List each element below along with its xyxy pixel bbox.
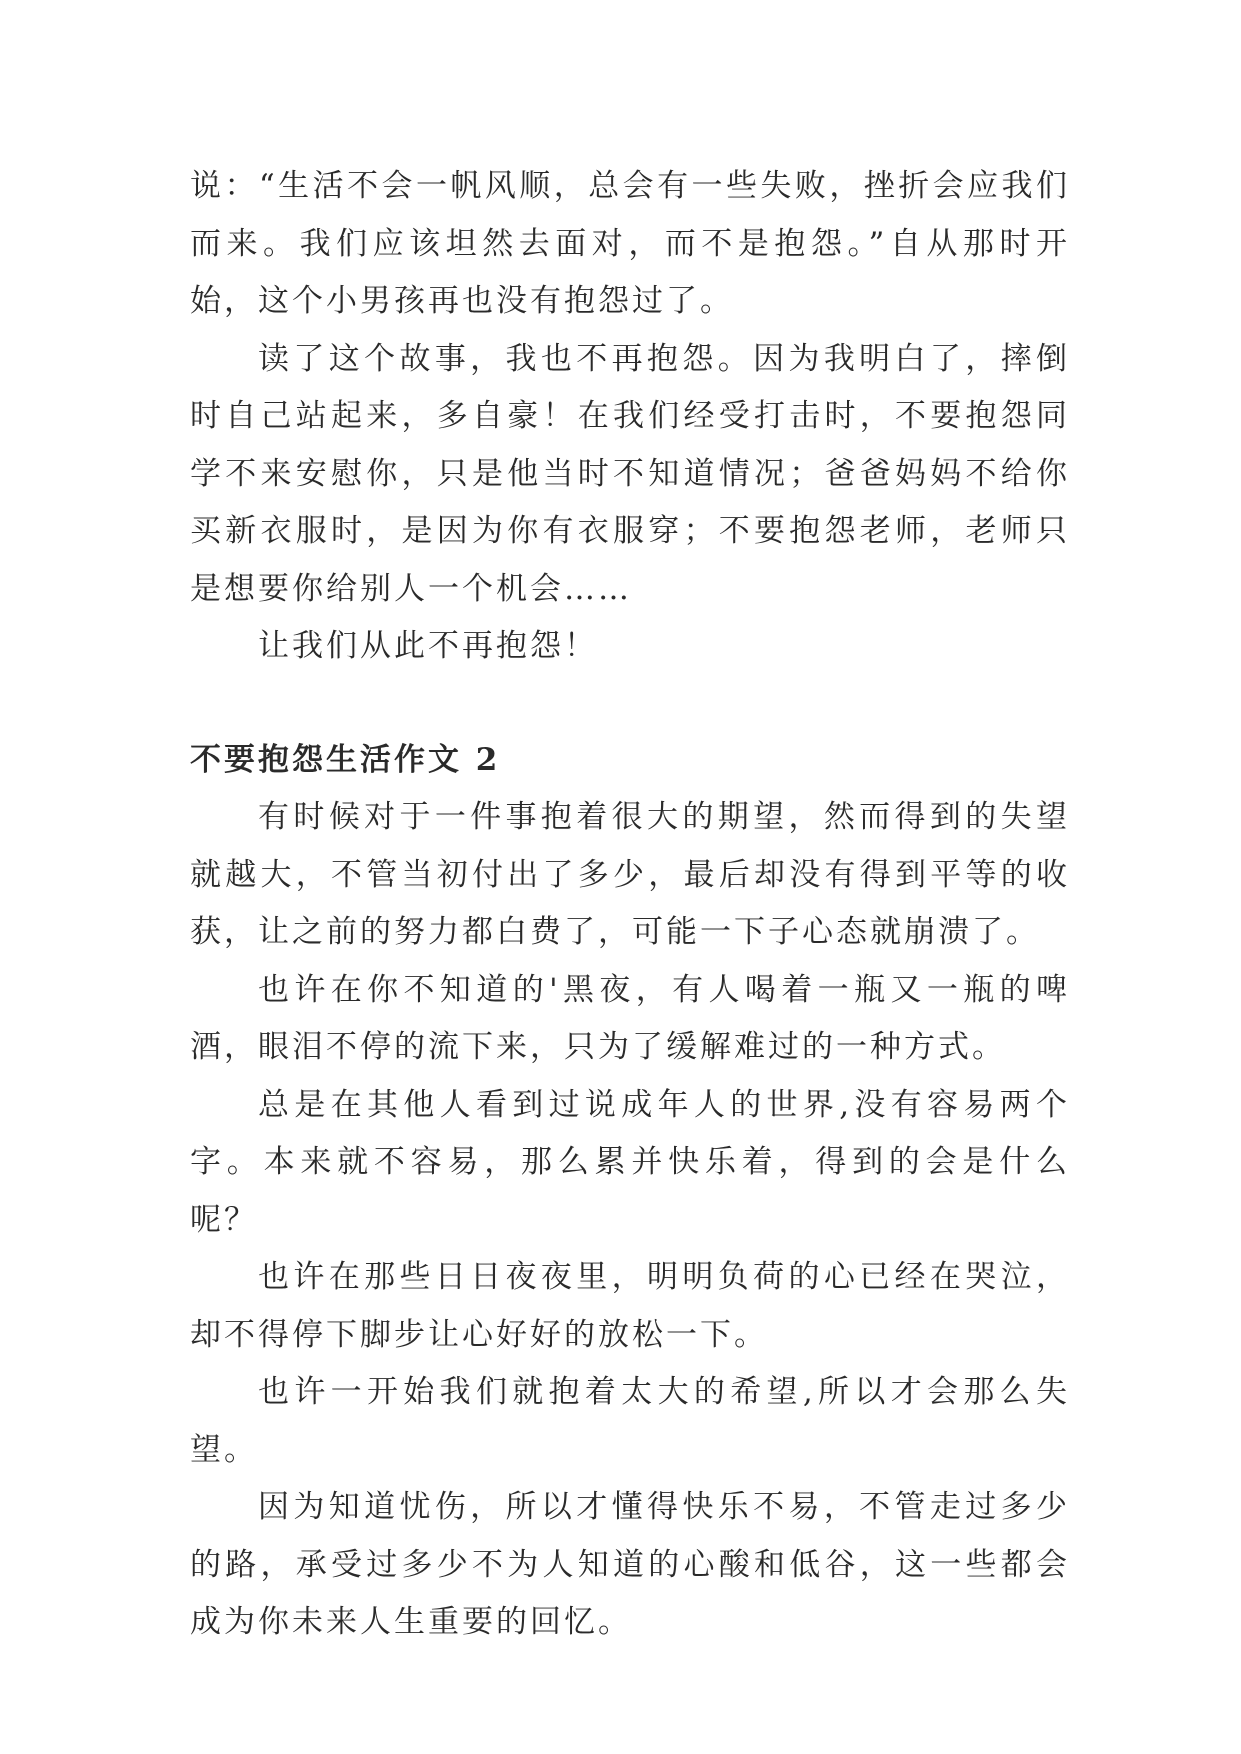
paragraph-1: 有时候对于一件事抱着很大的期望，然而得到的失望就越大，不管当初付出了多少，最后却没有得到平等的收获，让之前的努力都白费了，可能一下子心态就崩溃了。	[190, 799, 1070, 950]
paragraph-4: 也许在那些日日夜夜里，明明负荷的心已经在哭泣，却不得停下脚步让心好好的放松一下。	[190, 1259, 1070, 1353]
essay-title: 不要抱怨生活作文 2	[190, 741, 501, 778]
paragraph-conclusion: 让我们从此不再抱怨！	[258, 628, 598, 664]
paragraph-3: 总是在其他人看到过说成年人的世界,没有容易两个字。本来就不容易，那么累并快乐着，得到的会是什么呢？	[190, 1086, 1070, 1238]
paragraph-5: 也许一开始我们就抱着太大的希望,所以才会那么失望。	[190, 1374, 1070, 1468]
paragraph-reflection: 读了这个故事，我也不再抱怨。因为我明白了，摔倒时自己站起来，多自豪！在我们经受打击时，不要抱怨同学不来安慰你，只是他当时不知道情况；爸爸妈妈不给你买新衣服时，是因为你有衣服穿；不要抱怨老师，老师只是想要你给别人一个机会……	[190, 340, 1070, 607]
paragraph-continuation: 说：“生活不会一帆风顺，总会有一些失败，挫折会应我们而来。我们应该坦然去面对，而不是抱怨。”自从那时开始，这个小男孩再也没有抱怨过了。	[190, 168, 1070, 319]
paragraph-2: 也许在你不知道的'黑夜，有人喝着一瓶又一瓶的啤酒，眼泪不停的流下来，只为了缓解难过的一种方式。	[190, 971, 1070, 1065]
paragraph-6: 因为知道忧伤，所以才懂得快乐不易，不管走过多少的路，承受过多少不为人知道的心酸和低谷，这一些都会成为你未来人生重要的回忆。	[190, 1489, 1070, 1640]
document-body	[190, 158, 1070, 1652]
